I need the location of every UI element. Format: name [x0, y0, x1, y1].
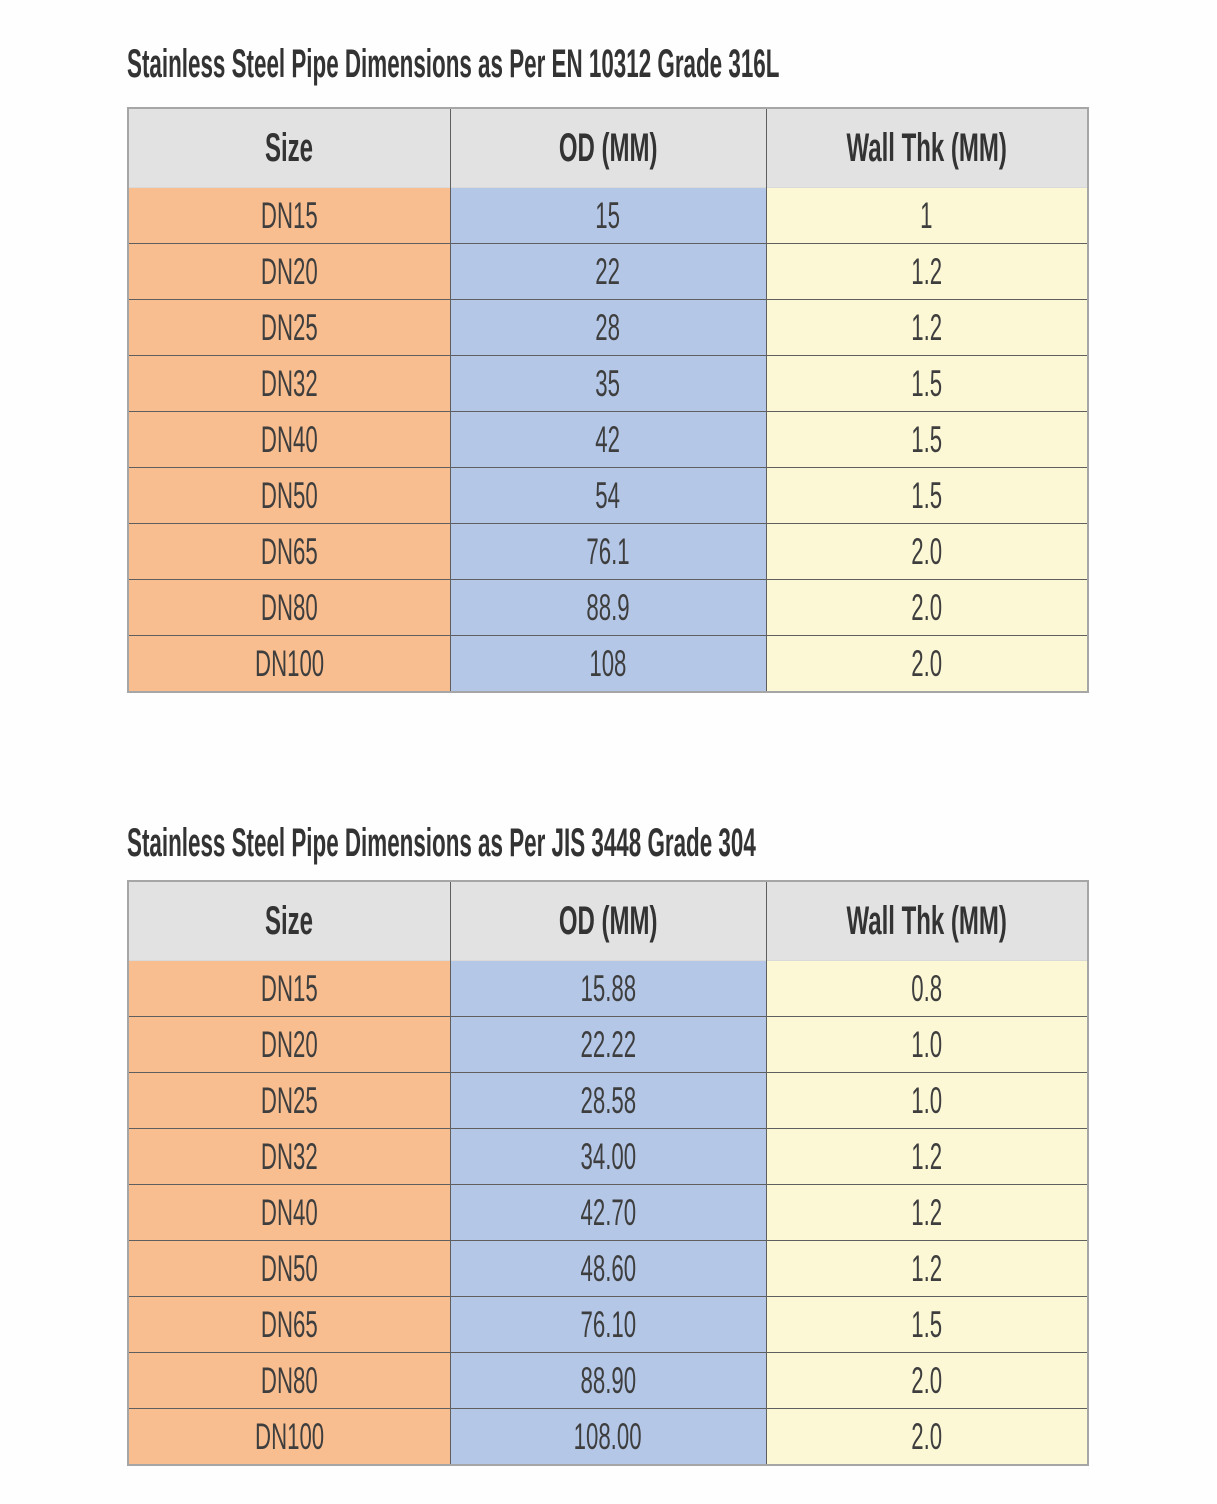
- table-row: [128, 188, 1088, 244]
- table-row: [128, 412, 1088, 468]
- size-cell: DN100: [128, 1409, 450, 1466]
- od-cell: 54: [450, 468, 766, 524]
- wall-thk-column-header: [766, 108, 1088, 188]
- od-cell: 34.00: [450, 1129, 766, 1185]
- size-column-header: [128, 881, 450, 961]
- size-cell: DN20: [128, 1017, 450, 1073]
- od-cell: 76.10: [450, 1297, 766, 1353]
- table-row: [128, 1129, 1088, 1185]
- wall-thk-cell: 2.0: [766, 1353, 1088, 1409]
- od-cell: 42: [450, 412, 766, 468]
- od-cell: 88.90: [450, 1353, 766, 1409]
- header-row: [128, 108, 1088, 188]
- od-cell: 28: [450, 300, 766, 356]
- table-title-en10312-text: Stainless Steel Pipe Dimensions as Per EN 10312 Grade 316L: [127, 42, 780, 86]
- wall-thk-cell: 2.0: [766, 1409, 1088, 1466]
- od-cell: 15.88: [450, 961, 766, 1017]
- size-cell: DN40: [128, 1185, 450, 1241]
- wall-thk-cell: 1.2: [766, 244, 1088, 300]
- table-title-jis3448-text: Stainless Steel Pipe Dimensions as Per JIS 3448 Grade 304: [127, 821, 756, 865]
- wall-thk-cell: 2.0: [766, 636, 1088, 693]
- size-cell: DN80: [128, 1353, 450, 1409]
- wall-thk-cell: 1.2: [766, 300, 1088, 356]
- size-cell: DN50: [128, 468, 450, 524]
- wall-thk-cell: 1.5: [766, 1297, 1088, 1353]
- table-row: [128, 961, 1088, 1017]
- table-row: [128, 1185, 1088, 1241]
- wall-thk-cell: 0.8: [766, 961, 1088, 1017]
- size-cell: DN15: [128, 188, 450, 244]
- od-column-header: [450, 881, 766, 961]
- wall-thk-cell: 1.0: [766, 1073, 1088, 1129]
- table-row: [128, 1409, 1088, 1466]
- table-row: [128, 1297, 1088, 1353]
- od-cell: 15: [450, 188, 766, 244]
- size-cell: DN20: [128, 244, 450, 300]
- size-cell: DN32: [128, 356, 450, 412]
- header-row: [128, 881, 1088, 961]
- wall-thk-cell: 1: [766, 188, 1088, 244]
- size-cell: DN65: [128, 1297, 450, 1353]
- size-cell: DN25: [128, 1073, 450, 1129]
- table-row: [128, 1017, 1088, 1073]
- wall-thk-cell: 2.0: [766, 524, 1088, 580]
- wall-thk-cell: 1.5: [766, 412, 1088, 468]
- table-row: [128, 356, 1088, 412]
- od-cell: 42.70: [450, 1185, 766, 1241]
- table-row: [128, 1353, 1088, 1409]
- pipe-table-en10312: [127, 107, 1089, 693]
- size-cell: DN80: [128, 580, 450, 636]
- table-row: [128, 1073, 1088, 1129]
- od-column-header-label: OD (MM): [558, 898, 658, 943]
- od-cell: 108: [450, 636, 766, 693]
- table-row: [128, 1241, 1088, 1297]
- wall-thk-cell: 2.0: [766, 580, 1088, 636]
- od-cell: 76.1: [450, 524, 766, 580]
- size-cell: DN100: [128, 636, 450, 693]
- size-cell: DN15: [128, 961, 450, 1017]
- od-cell: 88.9: [450, 580, 766, 636]
- table-row: [128, 580, 1088, 636]
- wall-thk-cell: 1.2: [766, 1185, 1088, 1241]
- od-column-header: [450, 108, 766, 188]
- size-cell: DN32: [128, 1129, 450, 1185]
- size-column-header: [128, 108, 450, 188]
- od-cell: 22: [450, 244, 766, 300]
- size-column-header-label: Size: [265, 125, 314, 170]
- wall-thk-cell: 1.5: [766, 468, 1088, 524]
- od-cell: 48.60: [450, 1241, 766, 1297]
- od-column-header-label: OD (MM): [558, 125, 658, 170]
- table-row: [128, 244, 1088, 300]
- table-row: [128, 524, 1088, 580]
- section-en10312: [127, 0, 1087, 693]
- wall-thk-column-header: [766, 881, 1088, 961]
- size-cell: DN25: [128, 300, 450, 356]
- table-title-jis3448: [127, 821, 1087, 865]
- wall-thk-column-header-label: Wall Thk (MM): [846, 898, 1007, 943]
- section-jis3448: [127, 821, 1087, 1466]
- size-column-header-label: Size: [265, 898, 314, 943]
- wall-thk-cell: 1.5: [766, 356, 1088, 412]
- table-row: [128, 468, 1088, 524]
- table-title-en10312: [127, 0, 1087, 86]
- wall-thk-cell: 1.2: [766, 1129, 1088, 1185]
- od-cell: 35: [450, 356, 766, 412]
- wall-thk-cell: 1.2: [766, 1241, 1088, 1297]
- table-row: [128, 636, 1088, 693]
- size-cell: DN40: [128, 412, 450, 468]
- wall-thk-cell: 1.0: [766, 1017, 1088, 1073]
- size-cell: DN65: [128, 524, 450, 580]
- pipe-table-jis3448: [127, 880, 1089, 1466]
- od-cell: 22.22: [450, 1017, 766, 1073]
- od-cell: 28.58: [450, 1073, 766, 1129]
- size-cell: DN50: [128, 1241, 450, 1297]
- table-row: [128, 300, 1088, 356]
- wall-thk-column-header-label: Wall Thk (MM): [846, 125, 1007, 170]
- od-cell: 108.00: [450, 1409, 766, 1466]
